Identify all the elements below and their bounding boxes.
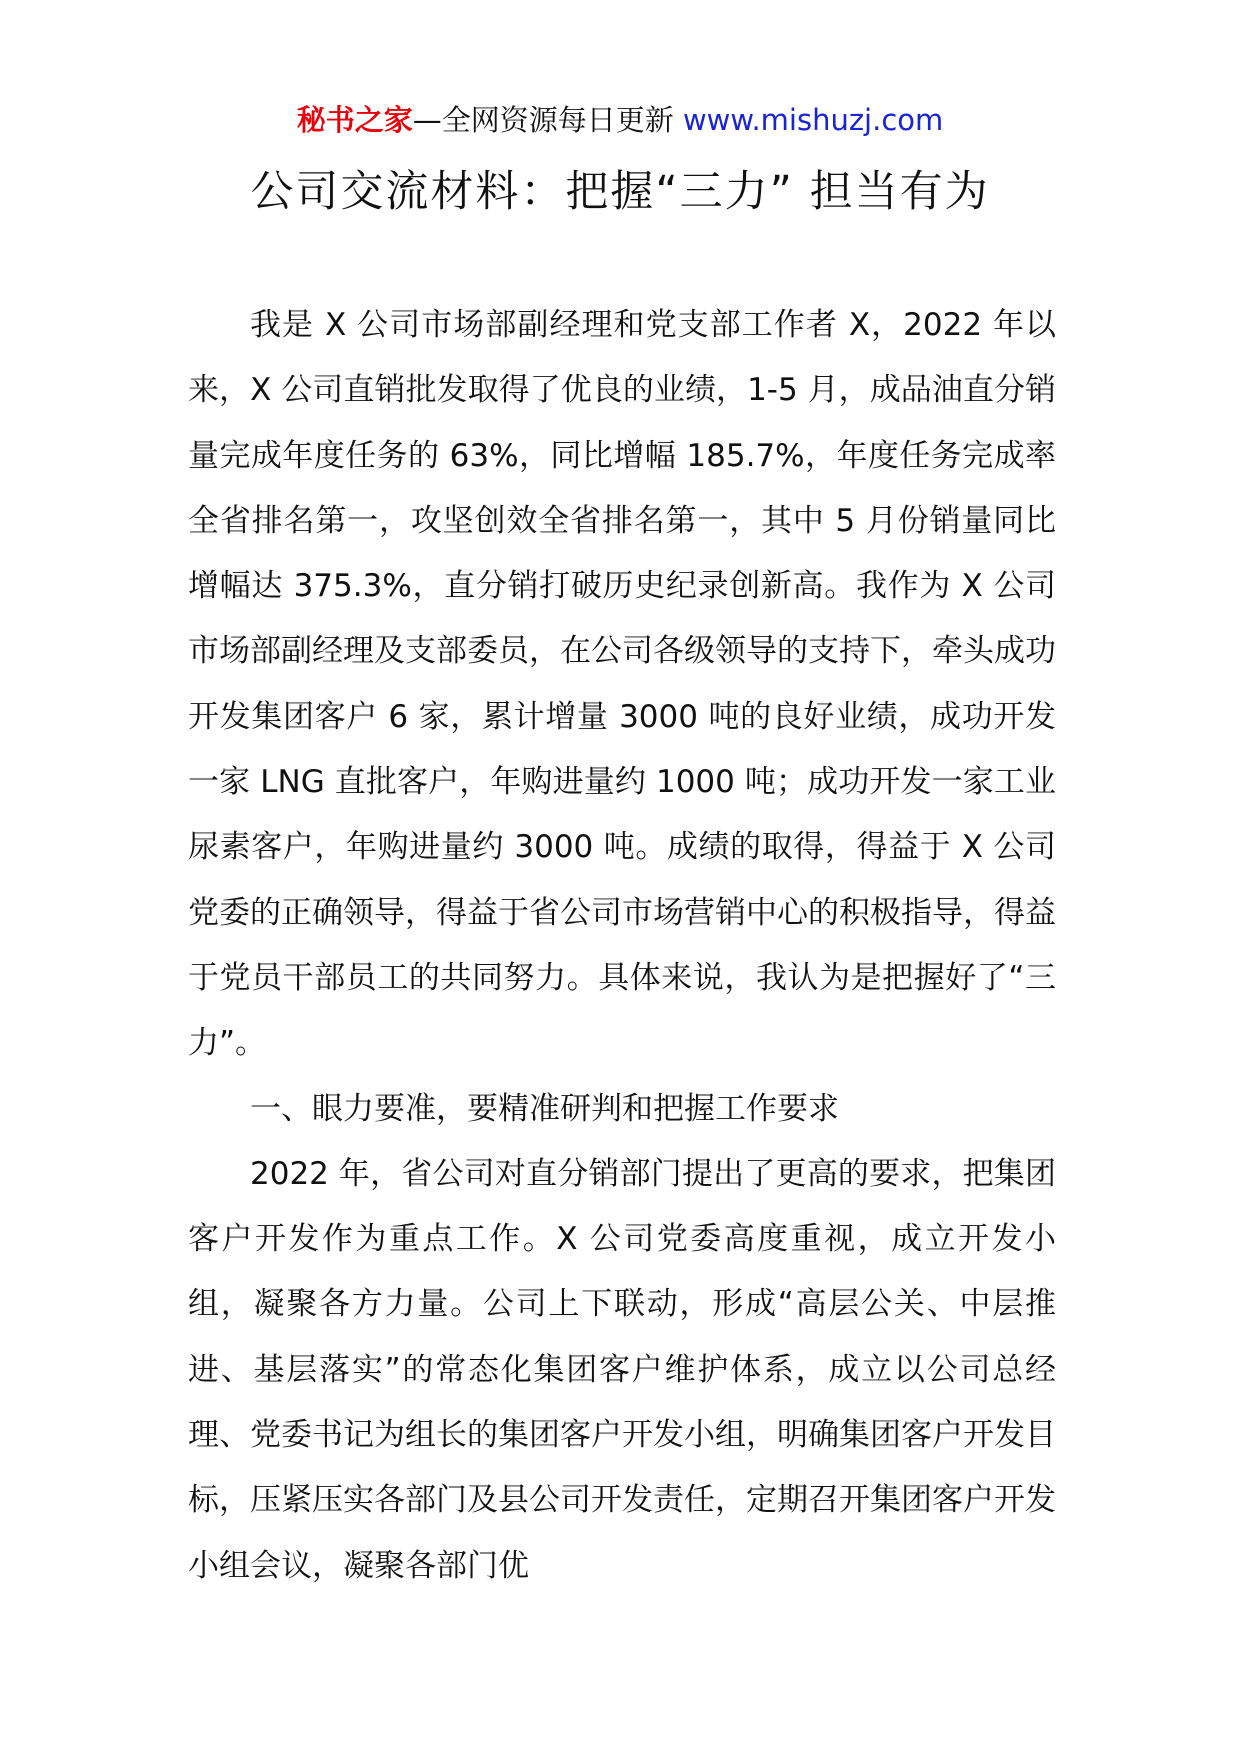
site-slogan: —全网资源每日更新 (412, 103, 683, 137)
body-paragraph: 2022 年，省公司对直分销部门提出了更高的要求，把集团客户开发作为重点工作。X 公司党委高度重视，成立开发小组，凝聚各方力量。公司上下联动，形成“高层公关、中层推进、基层落实”的常态化集团客户维护体系，成立以公司总经理、党委书记为组长的集团客户开发小组，明确集团客户开发目标，压紧压实各部门及县公司开发责任，定期召开集团客户开发小组会议，凝聚各部门优 (188, 1155, 1056, 1584)
site-brand: 秘书之家 (296, 103, 413, 137)
site-header (0, 100, 1240, 140)
document-body (188, 293, 1056, 1599)
body-paragraph: 我是 X 公司市场部副经理和党支部工作者 X，2022 年以来，X 公司直销批发取得了优良的业绩，1-5 月，成品油直分销量完成年度任务的 63%，同比增幅 185.7%，年度任务完成率全省排名第一，攻坚创效全省排名第一，其中 5 月份销量同比增幅达 375.3%，直分销打破历史纪录创新高。我作为 X 公司市场部副经理及支部委员，在公司各级领导的支持下，牵头成功开发集团客户 6 家，累计增量 3000 吨的良好业绩，成功开发一家 LNG 直批客户，年购进量约 1000 吨；成功开发一家工业尿素客户，年购进量约 3000 吨。成绩的取得，得益于 X 公司党委的正确领导，得益于省公司市场营销中心的积极指导，得益于党员干部员工的共同努力。具体来说，我认为是把握好了“三力”。 (188, 307, 1056, 1062)
document-title: 公司交流材料：把握“三力” 担当有为 (250, 167, 990, 217)
site-url-link[interactable]: www.mishuzj.com (682, 103, 944, 137)
section-heading: 一、眼力要准，要精准研判和把握工作要求 (250, 1090, 839, 1127)
